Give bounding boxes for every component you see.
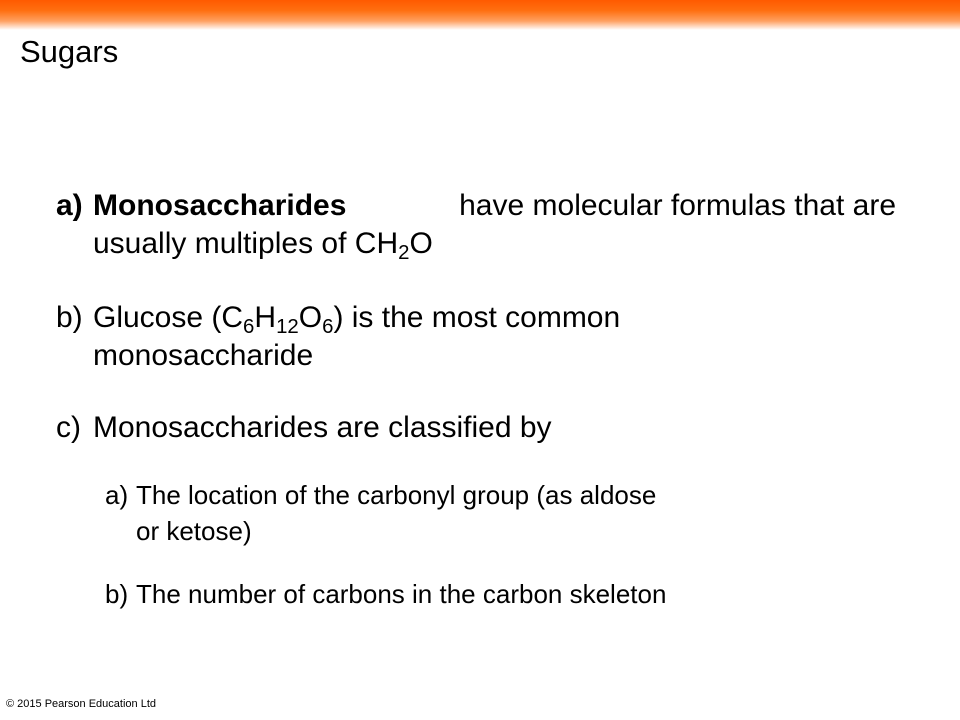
list-item-line [93, 187, 896, 225]
list-item-body [93, 187, 896, 263]
list-item-body [93, 299, 620, 375]
top-accent-band [0, 0, 960, 30]
list-item-text: have molecular formulas that are [459, 189, 896, 222]
list-marker: a) [56, 189, 83, 222]
list-item-line [93, 299, 620, 337]
list-marker: a) [105, 480, 129, 510]
list-item-body [136, 477, 656, 549]
subscript: 2 [398, 242, 410, 265]
list-item-line: The number of carbons in the carbon skeleton [136, 579, 667, 609]
list-item-text: usually multiples of CH [93, 227, 399, 260]
list-item-body [93, 409, 552, 447]
slide-title: Sugars [20, 34, 119, 69]
list-item-text: Glucose (C [93, 301, 244, 334]
list-item-line [93, 337, 620, 375]
copyright-footer: © 2015 Pearson Education Ltd [6, 698, 156, 710]
list-marker: b) [105, 579, 129, 609]
list-item-body [136, 576, 666, 612]
list-marker: c) [56, 411, 81, 444]
list-item-b [56, 299, 916, 379]
subscript: 6 [322, 316, 334, 339]
list-item-line [93, 225, 896, 263]
list-marker: b) [56, 301, 83, 334]
list-item-c [56, 409, 916, 449]
list-item-text: monosaccharide [93, 339, 314, 372]
list-item-text: ) is the most common [333, 301, 621, 334]
sub-list-item-a [105, 477, 805, 549]
list-item-text: O [409, 227, 433, 260]
bold-term: Monosaccharides [93, 189, 347, 222]
subscript: 6 [243, 316, 255, 339]
list-item-text: O [298, 301, 323, 334]
list-item-line: The location of the carbonyl group (as aldose [136, 480, 657, 510]
list-item-text: H [254, 301, 277, 334]
list-item-text: Monosaccharides are classified by [93, 411, 552, 444]
list-item-line: or ketose) [136, 516, 252, 546]
subscript: 12 [276, 316, 299, 339]
list-item-a [56, 187, 916, 267]
sub-list-item-b [105, 576, 805, 612]
